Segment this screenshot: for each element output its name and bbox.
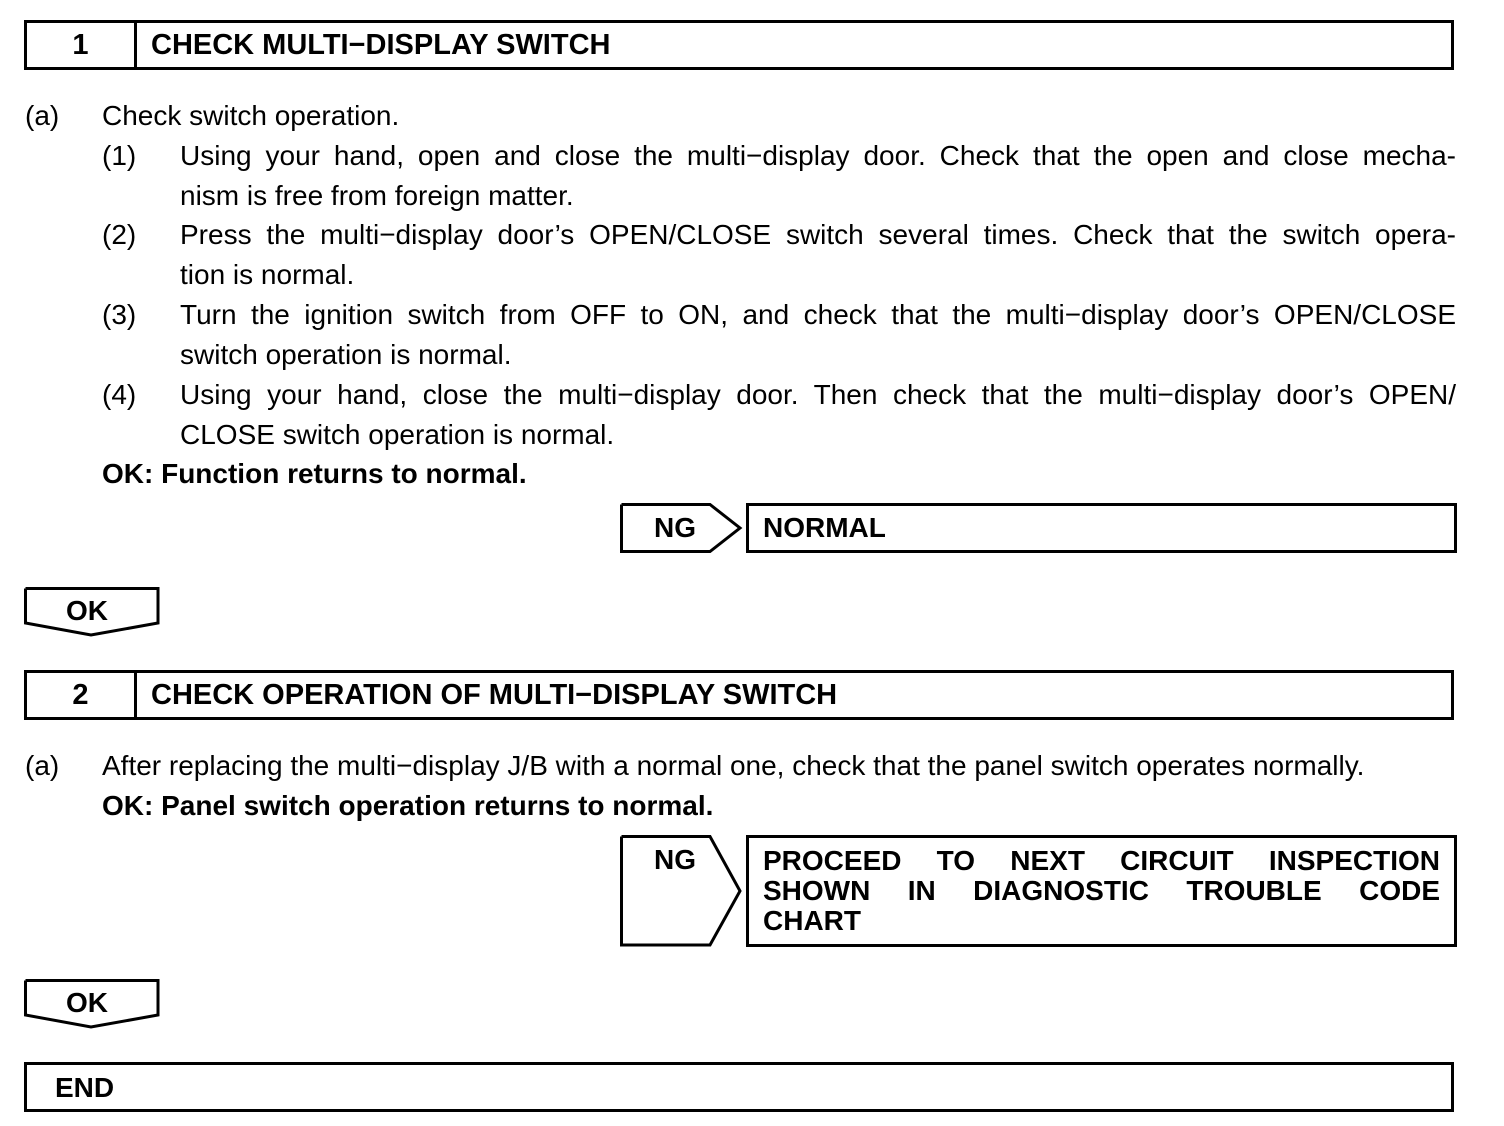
step-2-ng-result-line2: SHOWN IN DIAGNOSTIC TROUBLE CODE <box>763 875 1440 906</box>
step-1-number: 1 <box>27 23 137 67</box>
step-2-number: 2 <box>27 673 137 717</box>
step-1-subitem-1-marker: (1) <box>102 140 137 171</box>
step-2-ng-result-line3: CHART <box>763 905 861 936</box>
step-1-subitem-4-line2: CLOSE switch operation is normal. <box>180 419 615 450</box>
step-1-ok-criteria: OK: Function returns to normal. <box>102 458 527 489</box>
step-2-ng-result <box>746 835 1457 947</box>
step-2-item-a-text: After replacing the multi−display J/B with a normal one, check that the panel switch operates normally. <box>102 750 1365 781</box>
step-1-subitem-4-marker: (4) <box>102 379 137 410</box>
step-1-subitem-3-line1: Turn the ignition switch from OFF to ON, and check that the multi−display door’s OPEN/CLOSE <box>180 299 1456 330</box>
step-1-header <box>24 20 1454 70</box>
step-2-ng-label: NG <box>654 844 696 875</box>
step-1-subitem-4-line1: Using your hand, close the multi−display door. Then check that the multi−display door’s OPEN/ <box>180 379 1456 410</box>
step-2-ok-criteria: OK: Panel switch operation returns to normal. <box>102 790 714 821</box>
step-2-ng-result-line1: PROCEED TO NEXT CIRCUIT INSPECTION <box>763 845 1440 876</box>
step-1-ng-result-text: NORMAL <box>763 512 886 543</box>
step-1-subitem-3-marker: (3) <box>102 299 137 330</box>
step-1-item-a-marker: (a) <box>25 100 60 131</box>
step-1-ng-label: NG <box>654 512 696 543</box>
step-1-subitem-3-line2: switch operation is normal. <box>180 339 512 370</box>
step-1-item-a-text: Check switch operation. <box>102 100 400 131</box>
step-1-title: CHECK MULTI−DISPLAY SWITCH <box>151 29 611 61</box>
step-2-ok-label: OK <box>66 987 108 1018</box>
step-2-title: CHECK OPERATION OF MULTI−DISPLAY SWITCH <box>151 679 838 711</box>
step-1-subitem-2-line2: tion is normal. <box>180 259 355 290</box>
step-1-ng-result <box>746 503 1457 553</box>
step-1-subitem-2-marker: (2) <box>102 219 137 250</box>
end-box <box>24 1062 1454 1112</box>
end-label: END <box>55 1072 115 1103</box>
step-2-header <box>24 670 1454 720</box>
step-1-ok-label: OK <box>66 595 108 626</box>
step-2-item-a-marker: (a) <box>25 750 60 781</box>
step-1-subitem-2-line1: Press the multi−display door’s OPEN/CLOSE switch several times. Check that the switch opera- <box>180 219 1456 250</box>
step-1-subitem-1-line1: Using your hand, open and close the multi−display door. Check that the open and close mecha- <box>180 140 1456 171</box>
step-1-subitem-1-line2: nism is free from foreign matter. <box>180 180 574 211</box>
